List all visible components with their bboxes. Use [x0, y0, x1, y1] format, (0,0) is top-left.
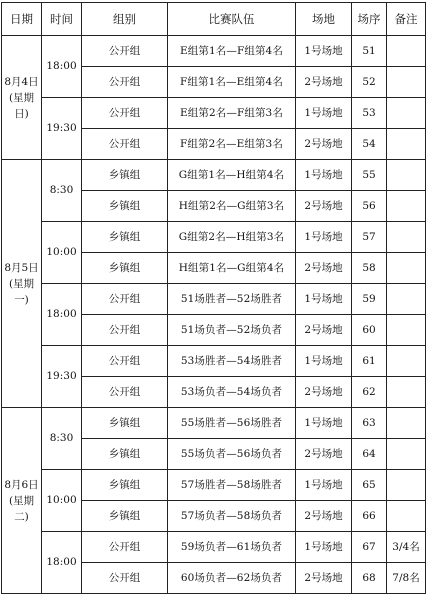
- note-cell: [387, 346, 426, 377]
- table-row: [2, 346, 426, 377]
- teams-cell: H组第2名—G组第3名: [168, 191, 296, 222]
- date-label: 8月4日(星期日): [4, 75, 39, 120]
- schedule-table: [1, 2, 426, 594]
- header-note: 备注: [387, 3, 426, 36]
- schedule-body: [2, 36, 426, 594]
- group-cell: 乡镇组: [82, 191, 168, 222]
- seq-cell: 63: [352, 408, 387, 439]
- venue-cell: 1号场地: [296, 284, 352, 315]
- teams-cell: G组第1名—H组第4名: [168, 160, 296, 191]
- seq-cell: 66: [352, 501, 387, 532]
- note-cell: 7/8名: [387, 563, 426, 594]
- seq-cell: 64: [352, 439, 387, 470]
- note-cell: [387, 501, 426, 532]
- venue-cell: 1号场地: [296, 470, 352, 501]
- time-cell: 8:30: [42, 408, 82, 470]
- teams-cell: 51场胜者—52场胜者: [168, 284, 296, 315]
- seq-cell: 54: [352, 129, 387, 160]
- note-cell: [387, 253, 426, 284]
- time-cell: 19:30: [42, 98, 82, 160]
- venue-cell: 2号场地: [296, 563, 352, 594]
- header-teams: 比赛队伍: [168, 3, 296, 36]
- teams-cell: E组第1名—F组第4名: [168, 36, 296, 67]
- venue-cell: 1号场地: [296, 222, 352, 253]
- seq-cell: 56: [352, 191, 387, 222]
- teams-cell: E组第2名—F组第3名: [168, 98, 296, 129]
- header-venue: 场地: [296, 3, 352, 36]
- table-row: [2, 470, 426, 501]
- teams-cell: 51场负者—52场负者: [168, 315, 296, 346]
- group-cell: 乡镇组: [82, 408, 168, 439]
- seq-cell: 52: [352, 67, 387, 98]
- seq-cell: 51: [352, 36, 387, 67]
- note-cell: [387, 129, 426, 160]
- note-cell: [387, 98, 426, 129]
- note-cell: [387, 315, 426, 346]
- seq-cell: 55: [352, 160, 387, 191]
- group-cell: 公开组: [82, 36, 168, 67]
- note-cell: [387, 284, 426, 315]
- header-date: 日期: [2, 3, 42, 36]
- header-time: 时间: [42, 3, 82, 36]
- time-cell: 18:00: [42, 36, 82, 98]
- group-cell: 乡镇组: [82, 222, 168, 253]
- header-group: 组别: [82, 3, 168, 36]
- note-cell: [387, 36, 426, 67]
- note-cell: [387, 191, 426, 222]
- group-cell: 乡镇组: [82, 501, 168, 532]
- note-cell: [387, 408, 426, 439]
- group-cell: 公开组: [82, 98, 168, 129]
- teams-cell: 57场负者—58场负者: [168, 501, 296, 532]
- group-cell: 公开组: [82, 563, 168, 594]
- teams-cell: F组第1名—E组第4名: [168, 67, 296, 98]
- venue-cell: 1号场地: [296, 98, 352, 129]
- venue-cell: 2号场地: [296, 377, 352, 408]
- group-cell: 乡镇组: [82, 160, 168, 191]
- teams-cell: 55场负者—56场负者: [168, 439, 296, 470]
- time-cell: 10:00: [42, 470, 82, 532]
- venue-cell: 2号场地: [296, 253, 352, 284]
- table-row: [2, 160, 426, 191]
- teams-cell: H组第1名—G组第4名: [168, 253, 296, 284]
- venue-cell: 2号场地: [296, 439, 352, 470]
- table-row: [2, 284, 426, 315]
- note-cell: [387, 439, 426, 470]
- venue-cell: 1号场地: [296, 36, 352, 67]
- header-row: [2, 3, 426, 36]
- group-cell: 乡镇组: [82, 470, 168, 501]
- seq-cell: 53: [352, 98, 387, 129]
- date-cell: [2, 36, 42, 160]
- teams-cell: 53场胜者—54场胜者: [168, 346, 296, 377]
- note-cell: [387, 470, 426, 501]
- venue-cell: 2号场地: [296, 191, 352, 222]
- time-cell: 10:00: [42, 222, 82, 284]
- teams-cell: 59场负者—61场负者: [168, 532, 296, 563]
- table-row: [2, 98, 426, 129]
- teams-cell: 57场胜者—58场胜者: [168, 470, 296, 501]
- seq-cell: 68: [352, 563, 387, 594]
- note-cell: [387, 67, 426, 98]
- group-cell: 公开组: [82, 284, 168, 315]
- date-label: 8月5日(星期一): [4, 261, 39, 306]
- table-row: [2, 36, 426, 67]
- seq-cell: 59: [352, 284, 387, 315]
- venue-cell: 1号场地: [296, 532, 352, 563]
- group-cell: 公开组: [82, 532, 168, 563]
- seq-cell: 60: [352, 315, 387, 346]
- table-row: [2, 222, 426, 253]
- schedule-header: [2, 3, 426, 36]
- teams-cell: F组第2名—E组第3名: [168, 129, 296, 160]
- note-cell: [387, 377, 426, 408]
- table-row: [2, 408, 426, 439]
- time-cell: 8:30: [42, 160, 82, 222]
- note-cell: [387, 222, 426, 253]
- date-cell: [2, 160, 42, 408]
- date-label: 8月6日(星期二): [4, 478, 39, 523]
- seq-cell: 62: [352, 377, 387, 408]
- venue-cell: 1号场地: [296, 346, 352, 377]
- seq-cell: 57: [352, 222, 387, 253]
- venue-cell: 1号场地: [296, 408, 352, 439]
- seq-cell: 65: [352, 470, 387, 501]
- group-cell: 公开组: [82, 315, 168, 346]
- venue-cell: 1号场地: [296, 160, 352, 191]
- venue-cell: 2号场地: [296, 315, 352, 346]
- venue-cell: 2号场地: [296, 501, 352, 532]
- header-seq: 场序: [352, 3, 387, 36]
- group-cell: 公开组: [82, 346, 168, 377]
- teams-cell: 55场胜者—56场胜者: [168, 408, 296, 439]
- time-cell: 19:30: [42, 346, 82, 408]
- time-cell: 18:00: [42, 284, 82, 346]
- time-cell: 18:00: [42, 532, 82, 594]
- teams-cell: 53场负者—54场负者: [168, 377, 296, 408]
- group-cell: 乡镇组: [82, 253, 168, 284]
- group-cell: 公开组: [82, 129, 168, 160]
- venue-cell: 2号场地: [296, 67, 352, 98]
- note-cell: [387, 160, 426, 191]
- group-cell: 公开组: [82, 67, 168, 98]
- seq-cell: 61: [352, 346, 387, 377]
- date-cell: [2, 408, 42, 594]
- seq-cell: 58: [352, 253, 387, 284]
- note-cell: 3/4名: [387, 532, 426, 563]
- venue-cell: 2号场地: [296, 129, 352, 160]
- teams-cell: 60场负者—62场负者: [168, 563, 296, 594]
- table-row: [2, 532, 426, 563]
- group-cell: 乡镇组: [82, 439, 168, 470]
- group-cell: 公开组: [82, 377, 168, 408]
- seq-cell: 67: [352, 532, 387, 563]
- teams-cell: G组第2名—H组第3名: [168, 222, 296, 253]
